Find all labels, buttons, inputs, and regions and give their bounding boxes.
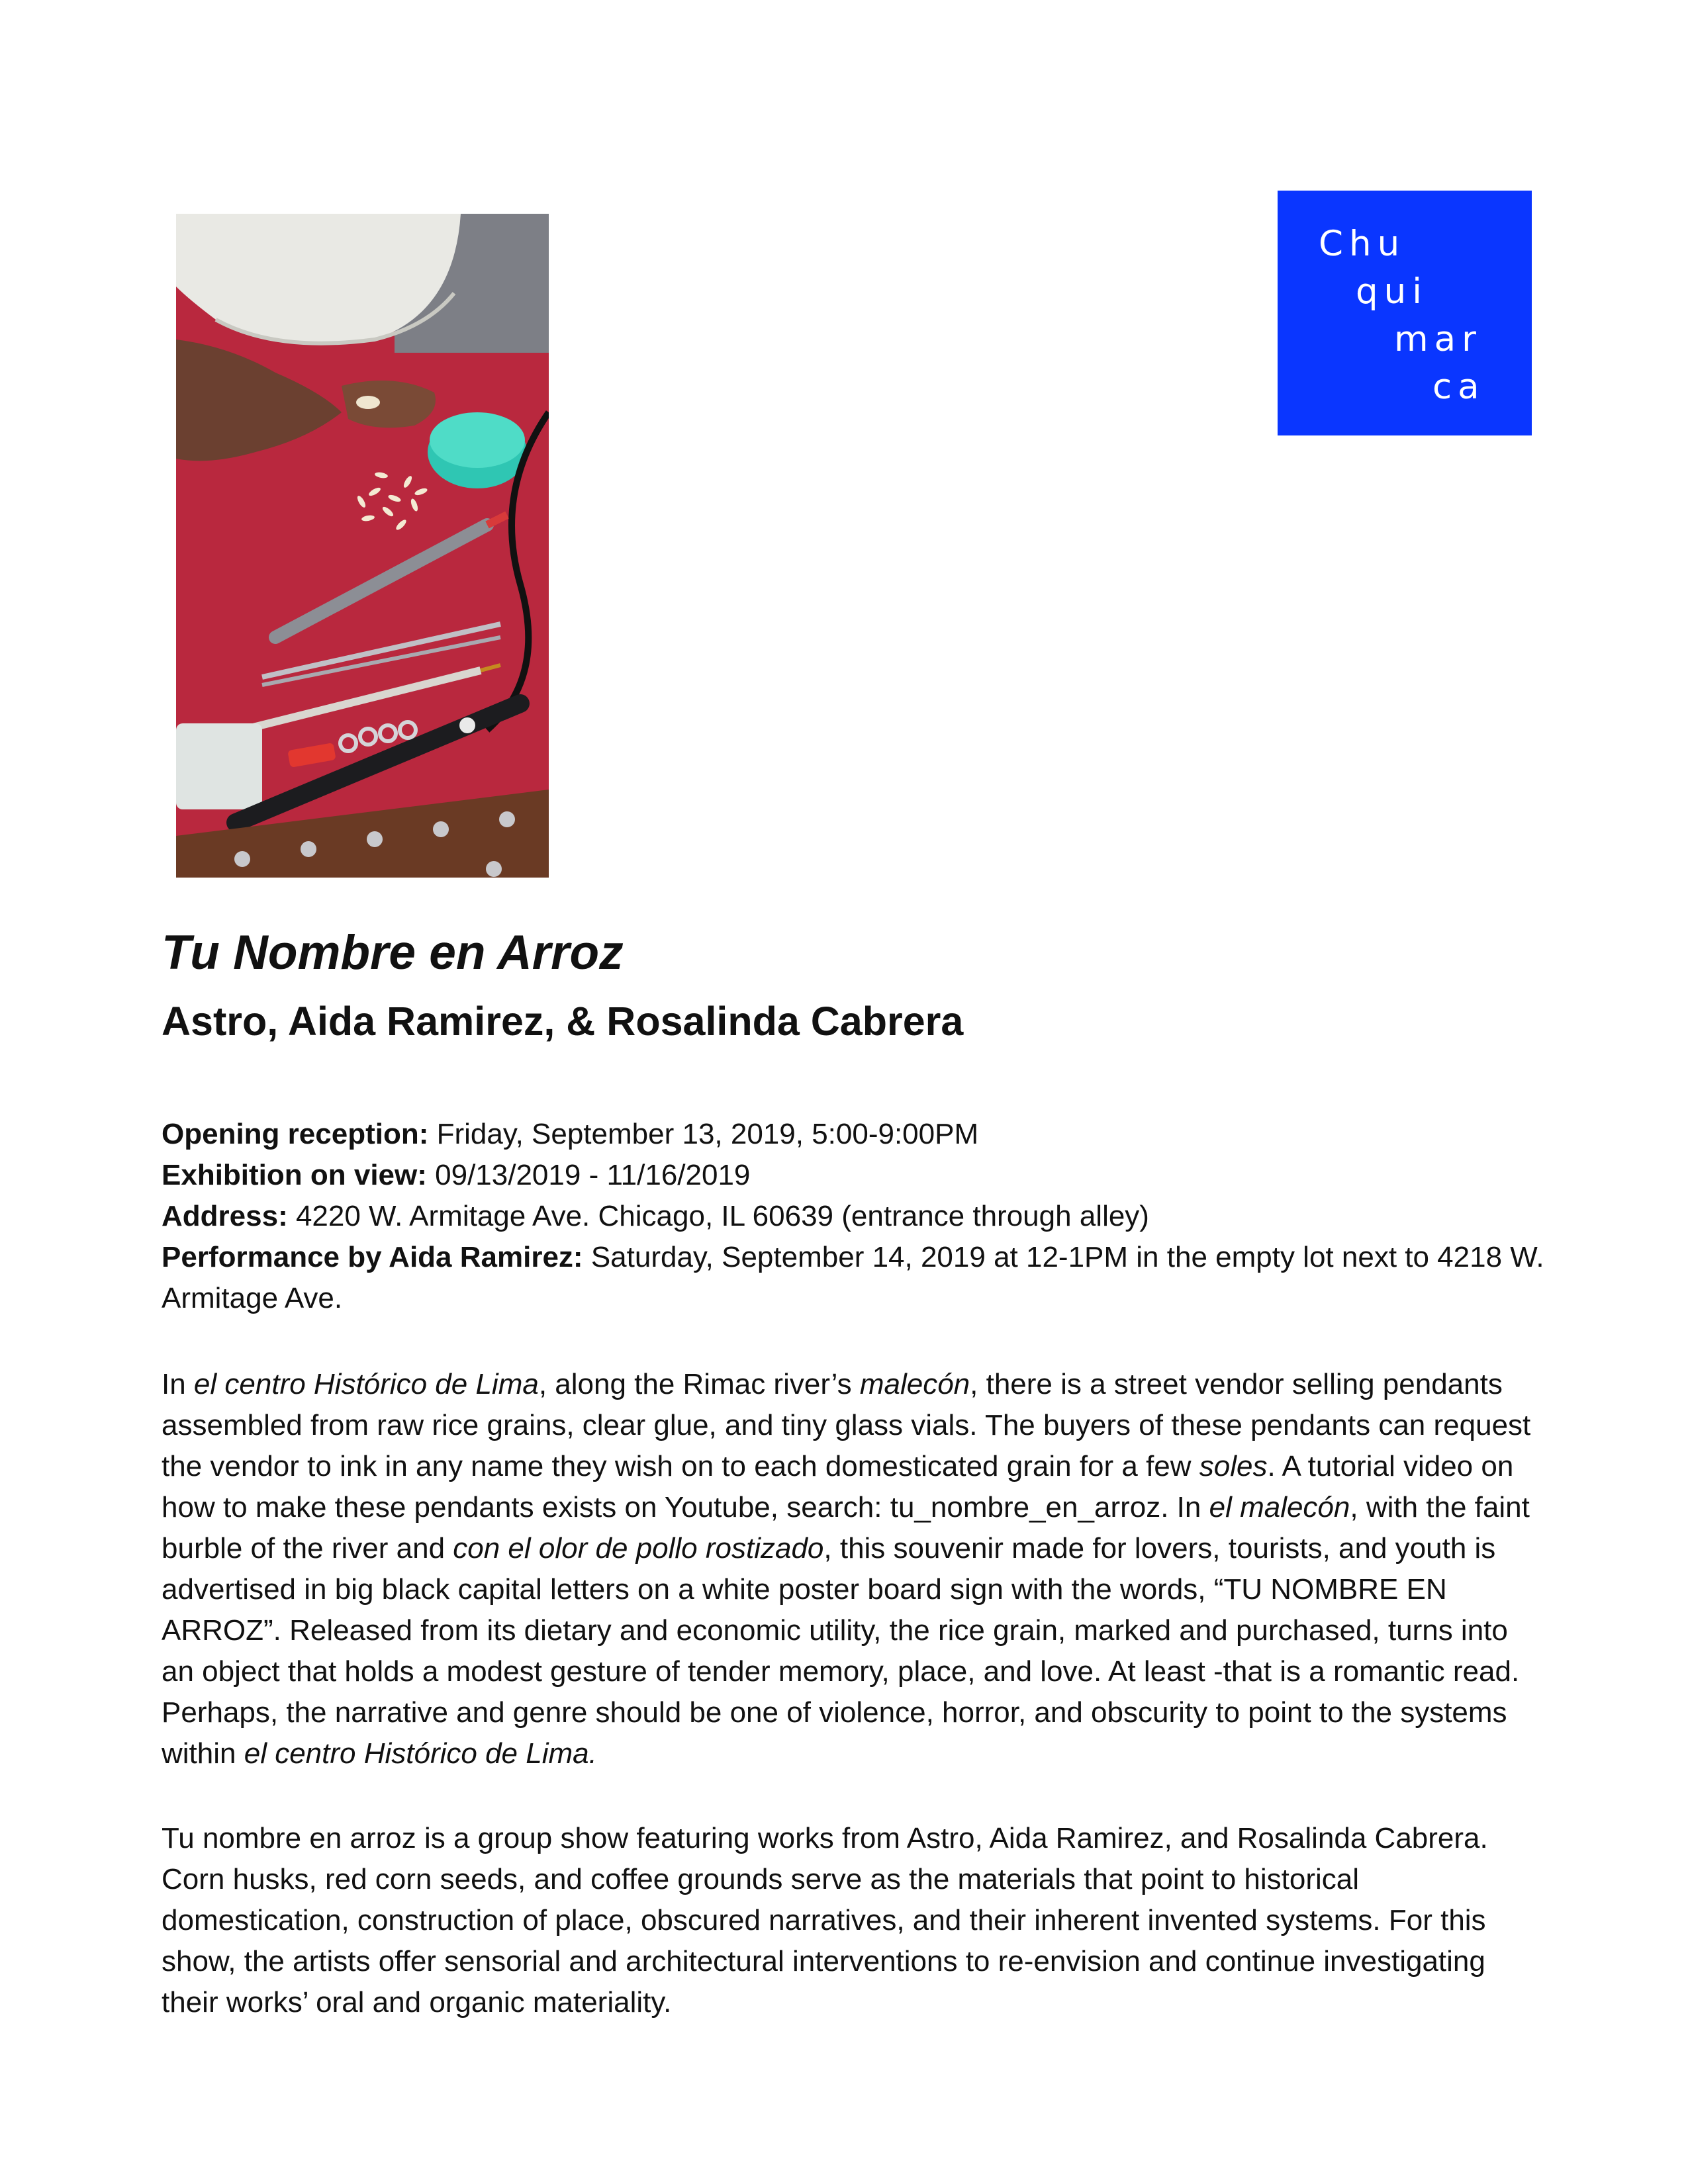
text-run: , there is a street vendor selling pendants assembled from raw rice grains, clear glue, and tiny glass vials. The buyers of these pendants can request the vendor to ink in any name they wish on to each domesticated grain for a few — [162, 1368, 1531, 1482]
text-run: , with the faint burble of the river and — [162, 1491, 1530, 1565]
exhibition-dates-line — [162, 1155, 1552, 1196]
address-value: 4220 W. Armitage Ave. Chicago, IL 60639 (entrance through alley) — [287, 1200, 1149, 1232]
opening-value: Friday, September 13, 2019, 5:00-9:00PM — [428, 1118, 979, 1150]
italic-run: el centro Histórico de Lima — [193, 1368, 539, 1400]
text-run: , along the Rimac river’s — [538, 1368, 860, 1400]
description-paragraph-2: Tu nombre en arroz is a group show featuring works from Astro, Aida Ramirez, and Rosalinda Cabrera. Corn husks, red corn seeds, and coffee grounds serve as the materials that point to historical domestication, construction of place, obscured narratives, and their inherent invented systems. For this show, the artists offer sensorial and architectural interventions to re-envision and continue investigating their works’ oral and organic materiality. — [162, 1822, 1488, 2019]
opening-reception-line — [162, 1114, 1552, 1155]
opening-label: Opening reception: — [162, 1118, 429, 1150]
exhibition-photo — [176, 214, 549, 878]
text-run: , this souvenir made for lovers, tourists, and youth is advertised in big black capital letters on a white poster board sign with the words, “TU NOMBRE EN ARROZ”. Released from its dietary and economic utility, the rice grain, marked and purchased, turns into an object that holds a modest gesture of tender memory, place, and love. At least -that is a romantic read. Perhaps, the narrative and genre should be one of violence, horror, and obscurity to point to the systems within — [162, 1532, 1520, 1770]
italic-run: soles — [1199, 1450, 1268, 1482]
exhibition-value: 09/13/2019 - 11/16/2019 — [426, 1159, 751, 1191]
artists-subtitle: Astro, Aida Ramirez, & Rosalinda Cabrera — [162, 999, 964, 1044]
text-run: In — [162, 1368, 194, 1400]
address-label: Address: — [162, 1200, 288, 1232]
logo-line: mar — [1394, 319, 1482, 359]
italic-run: con el olor de pollo rostizado — [453, 1532, 824, 1565]
address-line — [162, 1196, 1552, 1237]
exhibition-label: Exhibition on view: — [162, 1159, 427, 1191]
exhibition-title: Tu Nombre en Arroz — [162, 926, 624, 979]
logo-line: ca — [1432, 367, 1485, 407]
performance-value: Saturday, September 14, 2019 at 12-1PM in the empty lot next to 4218 W. Armitage Ave. — [162, 1241, 1544, 1314]
chuquimarca-logo — [1278, 191, 1532, 435]
exhibition-details — [162, 1114, 1552, 1319]
description-paragraph-1 — [162, 1364, 1538, 1774]
text-run: tu_nombre_en_arroz. In — [890, 1491, 1209, 1524]
performance-label: Performance by Aida Ramirez: — [162, 1241, 583, 1273]
italic-run: el centro Histórico de Lima. — [244, 1737, 597, 1770]
performance-line — [162, 1237, 1552, 1319]
text-run: . A tutorial video on how to make these pendants exists on Youtube, search: — [162, 1450, 1514, 1524]
italic-run: el malecón — [1209, 1491, 1350, 1524]
logo-line: Chu — [1319, 224, 1406, 264]
italic-run: malecón — [859, 1368, 970, 1400]
photo-icon — [176, 214, 549, 878]
logo-line: qui — [1356, 271, 1428, 312]
